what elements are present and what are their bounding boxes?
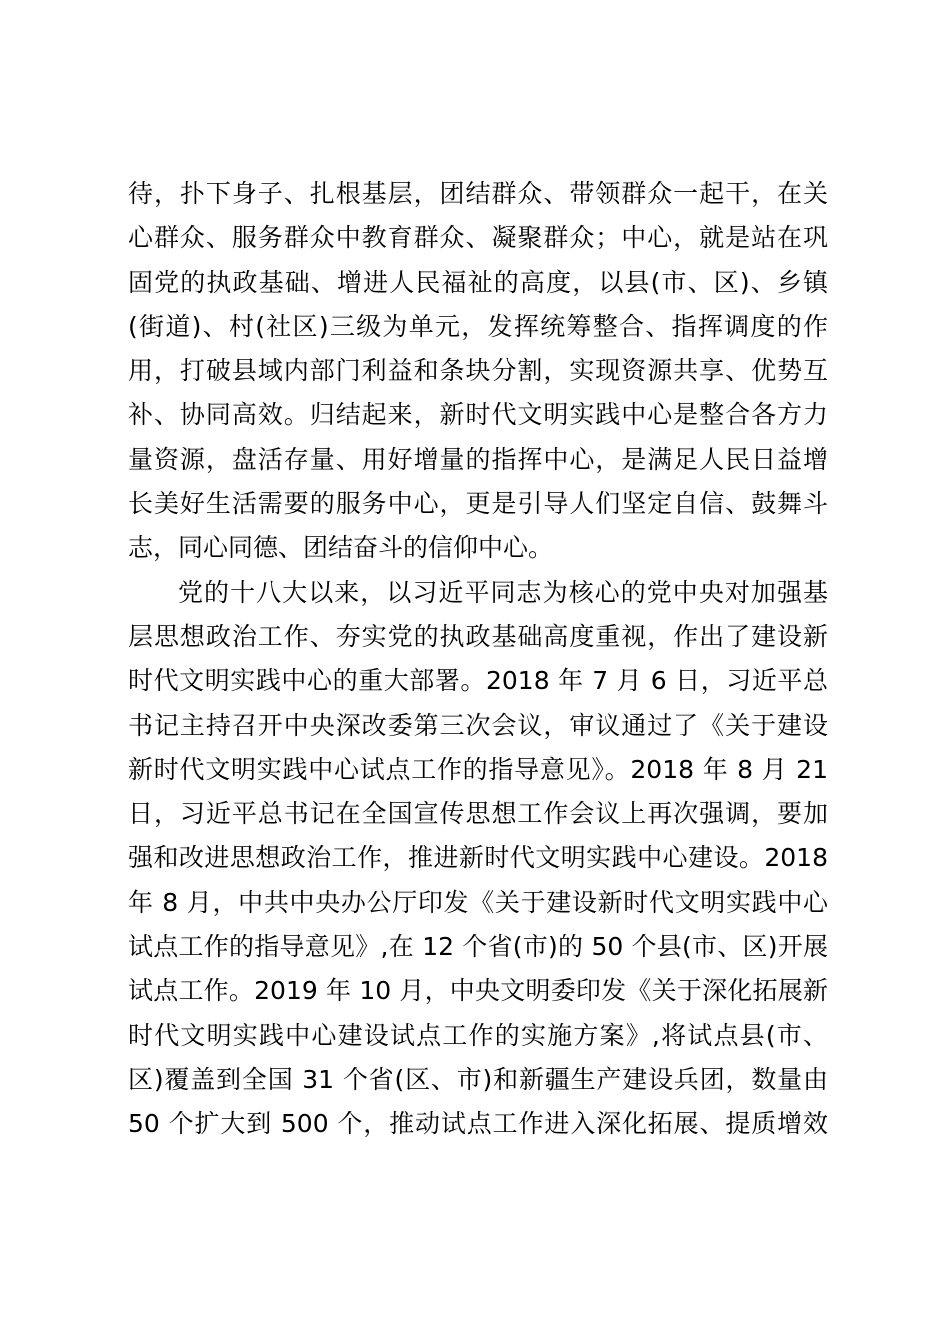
text-line: 量资源，盘活存量、用好增量的指挥中心，是满足人民日益增 — [128, 444, 828, 474]
text-line: 时代文明实践中心的重大部署。2018 年 7 月 6 日，习近平总 — [128, 666, 828, 696]
text-line: 补、协同高效。归结起来，新时代文明实践中心是整合各方力 — [128, 400, 828, 430]
text-line: 长美好生活需要的服务中心，更是引导人们坚定自信、鼓舞斗 — [128, 489, 828, 519]
paragraph-2 — [128, 571, 828, 1147]
text-line: 新时代文明实践中心试点工作的指导意见》。2018 年 8 月 21 — [128, 754, 828, 784]
text-line: 层思想政治工作、夯实党的执政基础高度重视，作出了建设新 — [128, 621, 828, 651]
text-line: 用，打破县域内部门利益和条块分割，实现资源共享、优势互 — [128, 356, 828, 386]
text-line: 党的十八大以来，以习近平同志为核心的党中央对加强基 — [178, 577, 828, 607]
text-line: 书记主持召开中央深改委第三次会议，审议通过了《关于建设 — [128, 710, 828, 740]
text-line: (街道)、村(社区)三级为单元，发挥统筹整合、指挥调度的作 — [128, 311, 828, 341]
text-line: 区)覆盖到全国 31 个省(区、市)和新疆生产建设兵团，数量由 — [128, 1064, 828, 1094]
text-line: 强和改进思想政治工作，推进新时代文明实践中心建设。2018 — [128, 843, 828, 873]
text-line: 日，习近平总书记在全国宣传思想工作会议上再次强调，要加 — [128, 799, 828, 829]
text-line: 心群众、服务群众中教育群众、凝聚群众；中心，就是站在巩 — [128, 223, 828, 253]
paragraph-1 — [128, 172, 828, 571]
text-line: 志，同心同德、团结奋斗的信仰中心。 — [128, 533, 554, 563]
text-line: 时代文明实践中心建设试点工作的实施方案》,将试点县(市、 — [128, 1020, 828, 1050]
text-line: 试点工作的指导意见》,在 12 个省(市)的 50 个县(市、区)开展 — [128, 932, 828, 962]
text-line: 待，扑下身子、扎根基层，团结群众、带领群众一起干，在关 — [128, 179, 828, 208]
text-line: 固党的执政基础、增进人民福祉的高度，以县(市、区)、乡镇 — [128, 267, 828, 297]
text-line: 50 个扩大到 500 个，推动试点工作进入深化拓展、提质增效 — [128, 1109, 828, 1139]
text-line: 年 8 月，中共中央办公厅印发《关于建设新时代文明实践中心 — [128, 887, 828, 917]
body-text — [128, 172, 828, 1147]
text-line: 试点工作。2019 年 10 月，中央文明委印发《关于深化拓展新 — [128, 976, 828, 1006]
